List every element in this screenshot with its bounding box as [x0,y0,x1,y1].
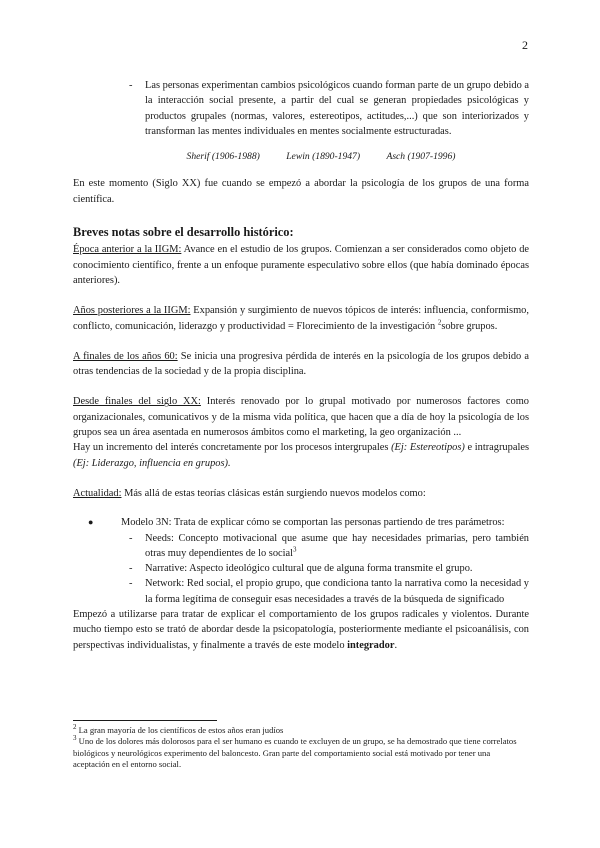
closing-text: Empezó a utilizarse para tratar de explicar el comportamiento de los grupos radicales y violentos. Durante mucho tiempo esto se trató de abordar desde la psicopatología, posteriormente mediante el psicoanálisis, con perspectivas individualistas, y finalmente a través de este modelo [73,609,529,651]
incremento-text: Hay un incremento del interés concretamente por los procesos intergrupales [73,442,392,454]
actualidad-text: Más allá de estas teorías clásicas están surgiendo nuevos modelos como: [121,487,426,499]
incremento-mid: e intragrupales [464,442,529,454]
needs-text: Needs: Concepto motivacional que asume que hay necesidades primarias, pero también otras muy dependientes de lo social [145,532,529,559]
finales60-text: Se inicia una progresiva pérdida de interés en la psicología de los grupos debido a otras tendencias de la sociedad y de la propia disciplina. [73,350,529,378]
actualidad-paragraph [73,486,529,501]
authors-line [113,149,529,164]
desde-label: Desde finales del siglo XX: [73,396,201,408]
anos-paragraph [73,303,529,334]
anos-text: Expansión y surgimiento de nuevos tópicos de interés: influencia, conformismo, conflicto, comunicación, liderazgo y productividad = Florecimiento de la investigación [73,305,529,332]
footnote-divider [73,720,217,721]
epoca-label: Época anterior a la IIGM: [73,244,182,256]
finales60-label: A finales de los años 60: [73,350,178,362]
epoca-paragraph [73,242,529,288]
model-title: Modelo 3N: Trata de explicar cómo se comportan las personas partiendo de tres parámetros: [121,517,505,529]
author-sherif: Sherif (1906-1988) [186,151,260,163]
desde-text: Interés renovado por lo grupal motivado por numerosos factores como organizacionales, comunicativos y de la misma vida política, que hacen que a día de hoy la psicología de los grupos sea un área asentada en numerosos ámbitos como el marketing, la geo organización ... [73,396,529,439]
anos-text-end: sobre grupos. [441,320,498,332]
dash-marker: - [129,578,133,590]
footnote-text-3: Uno de los dolores más dolorosos para el ser humano es cuando te excluyen de un grupo, se ha demostrado que tiene correlatos biológicos y neurológicos experimento del baloncesto. Gran parte del comportamiento social está motivado por tener una aceptación en el entorno social. [73,736,517,769]
author-asch: Asch (1907-1996) [386,151,456,163]
footnotes [73,720,529,770]
closing-end: . [394,639,398,651]
author-lewin: Lewin (1890-1947) [286,151,361,163]
intro-item-text: Las personas experimentan cambios psicológicos cuando forman parte de un grupo debido a la interacción social presente, a partir del cual se generan propiedades psicológicas y productos grupales (normas, valores, estereotipos, actitudes,...) que son interiorizados y transforman las mentes individuales en mentes socialmente estructuradas. [145,80,529,137]
bullet-dot-icon: ● [88,517,94,528]
model-item-narrative [73,561,529,576]
closing-bold: integrador [347,639,395,651]
model-item-network [73,576,529,607]
dash-marker: - [129,80,133,91]
section-heading: Breves notas sobre el desarrollo histórico: [73,225,294,240]
actualidad-label: Actualidad: [73,487,122,499]
example-liderazgo: (Ej: Liderazgo, influencia en grupos). [73,457,231,469]
incremento-paragraph [73,440,529,471]
model-3n-bullet [73,515,529,530]
example-estereotipos: (Ej: Estereotipos) [391,442,465,454]
intro-paragraph: En este momento (Siglo XX) fue cuando se empezó a abordar la psicología de los grupos de una forma científica. [73,178,529,205]
footnote-num-2: 2 [73,723,77,732]
footnote-text-2: La gran mayoría de los científicos de estos años eran judíos [76,725,284,735]
footnote-ref-3: 3 [293,545,297,554]
narrative-text: Narrative: Aspecto ideológico cultural que de alguna forma transmite el grupo. [145,563,473,575]
closing-paragraph [73,607,529,653]
dash-marker: - [129,532,133,544]
footnote-2 [73,725,529,736]
epoca-text: Avance en el estudio de los grupos. Comienzan a ser considerados como objeto de conocimiento científico, frente a un enfoque puramente especulativo sobre ellos (que había dominado épocas anteriores). [73,244,530,286]
document-body [73,78,529,653]
footnote-ref-2: 2 [437,318,442,327]
intro-list-item [73,78,529,139]
anos-label: Años posteriores a la IIGM: [73,305,191,317]
network-text: Network: Red social, el propio grupo, que condiciona tanto la narrativa como la necesidad y la forma legítima de conseguir esas necesidades a través de la búsqueda de significado [145,578,529,605]
finales60-paragraph [73,349,529,380]
footnote-3 [73,736,529,770]
footnote-num-3: 3 [73,734,77,743]
model-item-needs [73,531,529,562]
desde-paragraph [73,394,529,440]
dash-marker: - [129,563,133,575]
page-number: 2 [522,38,528,52]
